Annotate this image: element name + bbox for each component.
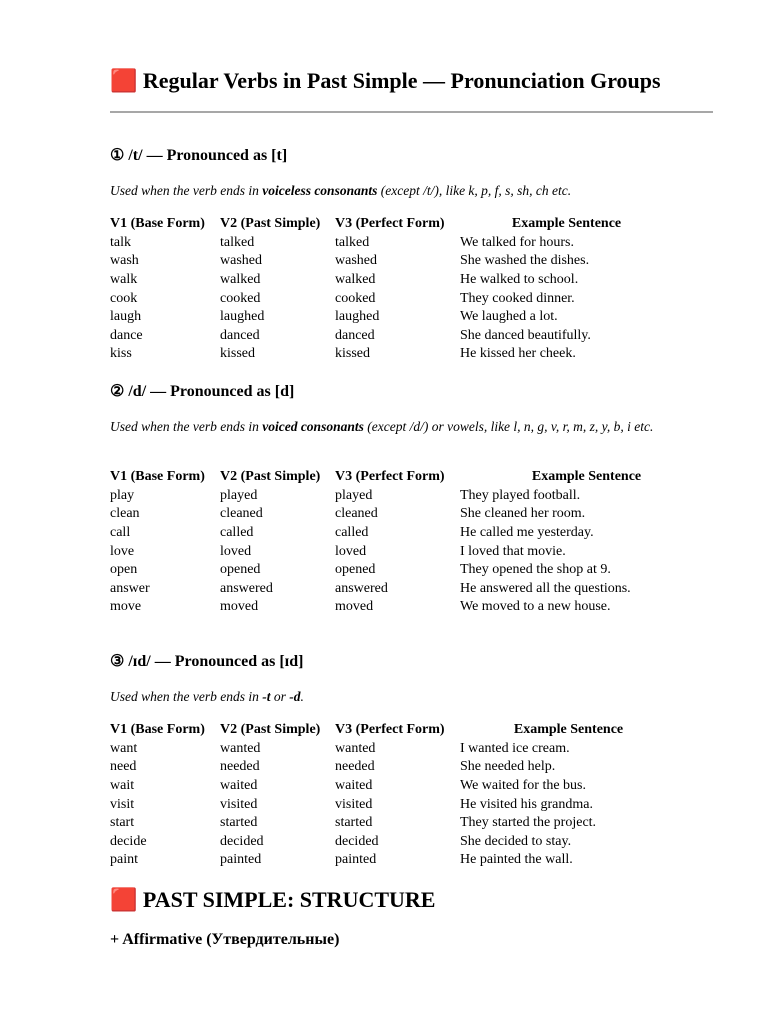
verb-past-simple: painted [220,852,262,868]
example-sentence: He answered all the questions. [460,580,631,596]
verb-base-form: want [110,740,138,756]
verb-past-simple: washed [220,253,262,269]
verb-past-simple: opened [220,562,261,578]
verb-perfect-form: cooked [335,290,376,306]
verb-perfect-form: wanted [335,740,376,756]
verb-past-simple: loved [220,543,252,559]
verb-perfect-form: talked [335,234,370,250]
verb-base-form: answer [110,580,150,596]
verb-perfect-form: walked [335,272,376,288]
column-header-example: Example Sentence [531,469,642,485]
structure-heading: 🟥 PAST SIMPLE: STRUCTURE [110,887,436,912]
example-sentence: He visited his grandma. [460,796,593,812]
verb-past-simple: cooked [220,290,261,306]
affirmative-heading: + Affirmative (Утвердительные) [110,931,340,948]
verb-past-simple: cleaned [220,506,263,522]
table-row [110,580,713,599]
table-row [110,487,713,506]
verb-perfect-form: loved [335,543,367,559]
column-header-v2: V2 (Past Simple) [220,469,321,485]
verb-base-form: clean [110,506,140,522]
verb-past-simple: moved [220,599,259,615]
column-header-example: Example Sentence [513,722,624,738]
verb-past-simple: needed [220,759,260,775]
verb-base-form: need [110,759,137,775]
example-sentence: They opened the shop at 9. [460,562,611,578]
verb-base-form: cook [110,290,138,306]
example-sentence: She needed help. [460,759,556,775]
verb-base-form: move [110,599,142,615]
example-sentence: They cooked dinner. [460,290,575,306]
example-sentence: I wanted ice cream. [460,740,570,756]
verb-past-simple: started [220,815,258,831]
table-row [110,505,713,524]
section-description-t: Used when the verb ends in voiceless consonants (except /t/), like k, p, f, s, sh, ch etc. [110,183,572,198]
example-sentence: We laughed a lot. [460,309,558,325]
column-header-v3: V3 (Perfect Form) [335,722,445,738]
verb-base-form: open [110,562,138,578]
verb-base-form: dance [110,327,143,343]
verb-base-form: visit [110,796,135,812]
table-row [110,814,713,833]
verb-past-simple: laughed [220,309,265,325]
example-sentence: He kissed her cheek. [460,346,576,362]
verb-perfect-form: washed [335,253,377,269]
verb-base-form: paint [110,852,138,868]
table-row [110,777,713,796]
column-header-v3: V3 (Perfect Form) [335,469,445,485]
verb-past-simple: played [220,487,258,503]
horizontal-rule [110,111,713,113]
example-sentence: We talked for hours. [460,234,574,250]
column-header-v1: V1 (Base Form) [110,216,205,232]
section-heading-id: ③ /ɪd/ — Pronounced as [ɪd] [110,653,304,670]
example-sentence: She cleaned her room. [460,506,586,522]
table-row [110,234,713,253]
verb-perfect-form: painted [335,852,377,868]
verb-past-simple: visited [220,796,258,812]
verb-perfect-form: started [335,815,373,831]
table-row [110,542,713,561]
verb-perfect-form: waited [335,778,373,794]
column-header-example: Example Sentence [511,216,622,232]
section-heading-d: ② /d/ — Pronounced as [d] [110,383,295,400]
verb-base-form: call [110,525,131,541]
example-sentence: She danced beautifully. [460,327,591,343]
example-sentence: She decided to stay. [460,833,572,849]
verb-perfect-form: needed [335,759,375,775]
verb-perfect-form: kissed [335,346,370,362]
verb-base-form: play [110,487,135,503]
example-sentence: He painted the wall. [460,852,573,868]
table-row [110,758,713,777]
table-row [110,289,713,308]
verb-past-simple: answered [220,580,273,596]
verb-past-simple: walked [220,272,261,288]
verb-base-form: talk [110,234,131,250]
column-header-v1: V1 (Base Form) [110,469,205,485]
page-title: 🟥 Regular Verbs in Past Simple — Pronunciation Groups [110,68,661,93]
example-sentence: He called me yesterday. [460,525,594,541]
column-header-v3: V3 (Perfect Form) [335,216,445,232]
verb-base-form: laugh [110,309,142,325]
example-sentence: I loved that movie. [460,543,566,559]
example-sentence: They played football. [460,487,581,503]
verb-base-form: walk [110,272,138,288]
verb-perfect-form: decided [335,833,379,849]
table-row [110,524,713,543]
example-sentence: He walked to school. [460,272,579,288]
verb-past-simple: called [220,525,254,541]
verb-base-form: decide [110,833,147,849]
verb-perfect-form: laughed [335,309,380,325]
verb-perfect-form: called [335,525,369,541]
verb-perfect-form: cleaned [335,506,378,522]
verb-perfect-form: danced [335,327,375,343]
example-sentence: We moved to a new house. [460,599,611,615]
verb-past-simple: wanted [220,740,261,756]
table-row [110,308,713,327]
verb-past-simple: decided [220,833,264,849]
example-sentence: She washed the dishes. [460,253,590,269]
column-header-v2: V2 (Past Simple) [220,722,321,738]
verb-perfect-form: answered [335,580,388,596]
verb-perfect-form: moved [335,599,374,615]
verb-base-form: love [110,543,135,559]
verb-base-form: start [110,815,135,831]
verb-base-form: kiss [110,346,132,362]
verb-table-id [110,721,713,870]
verb-table-d [110,468,713,617]
verb-table-t [110,215,713,364]
verb-perfect-form: opened [335,562,376,578]
table-row [110,327,713,346]
example-sentence: They started the project. [460,815,597,831]
verb-past-simple: talked [220,234,255,250]
verb-past-simple: kissed [220,346,255,362]
verb-perfect-form: visited [335,796,373,812]
table-row [110,833,713,852]
column-header-v1: V1 (Base Form) [110,722,205,738]
verb-base-form: wait [110,778,135,794]
table-row [110,598,713,617]
verb-base-form: wash [110,253,139,269]
table-row [110,740,713,759]
table-row [110,345,713,364]
section-description-id: Used when the verb ends in -t or -d. [110,689,304,704]
table-row [110,851,713,870]
example-sentence: We waited for the bus. [460,778,586,794]
table-row [110,252,713,271]
verb-past-simple: danced [220,327,260,343]
verb-perfect-form: played [335,487,373,503]
verb-past-simple: waited [220,778,258,794]
table-row [110,271,713,290]
column-header-v2: V2 (Past Simple) [220,216,321,232]
section-heading-t: ① /t/ — Pronounced as [t] [110,147,288,164]
table-row [110,561,713,580]
table-row [110,795,713,814]
section-description-d: Used when the verb ends in voiced consonants (except /d/) or vowels, like l, n, g, v, r, m, z, y, b, i etc. [110,419,654,434]
